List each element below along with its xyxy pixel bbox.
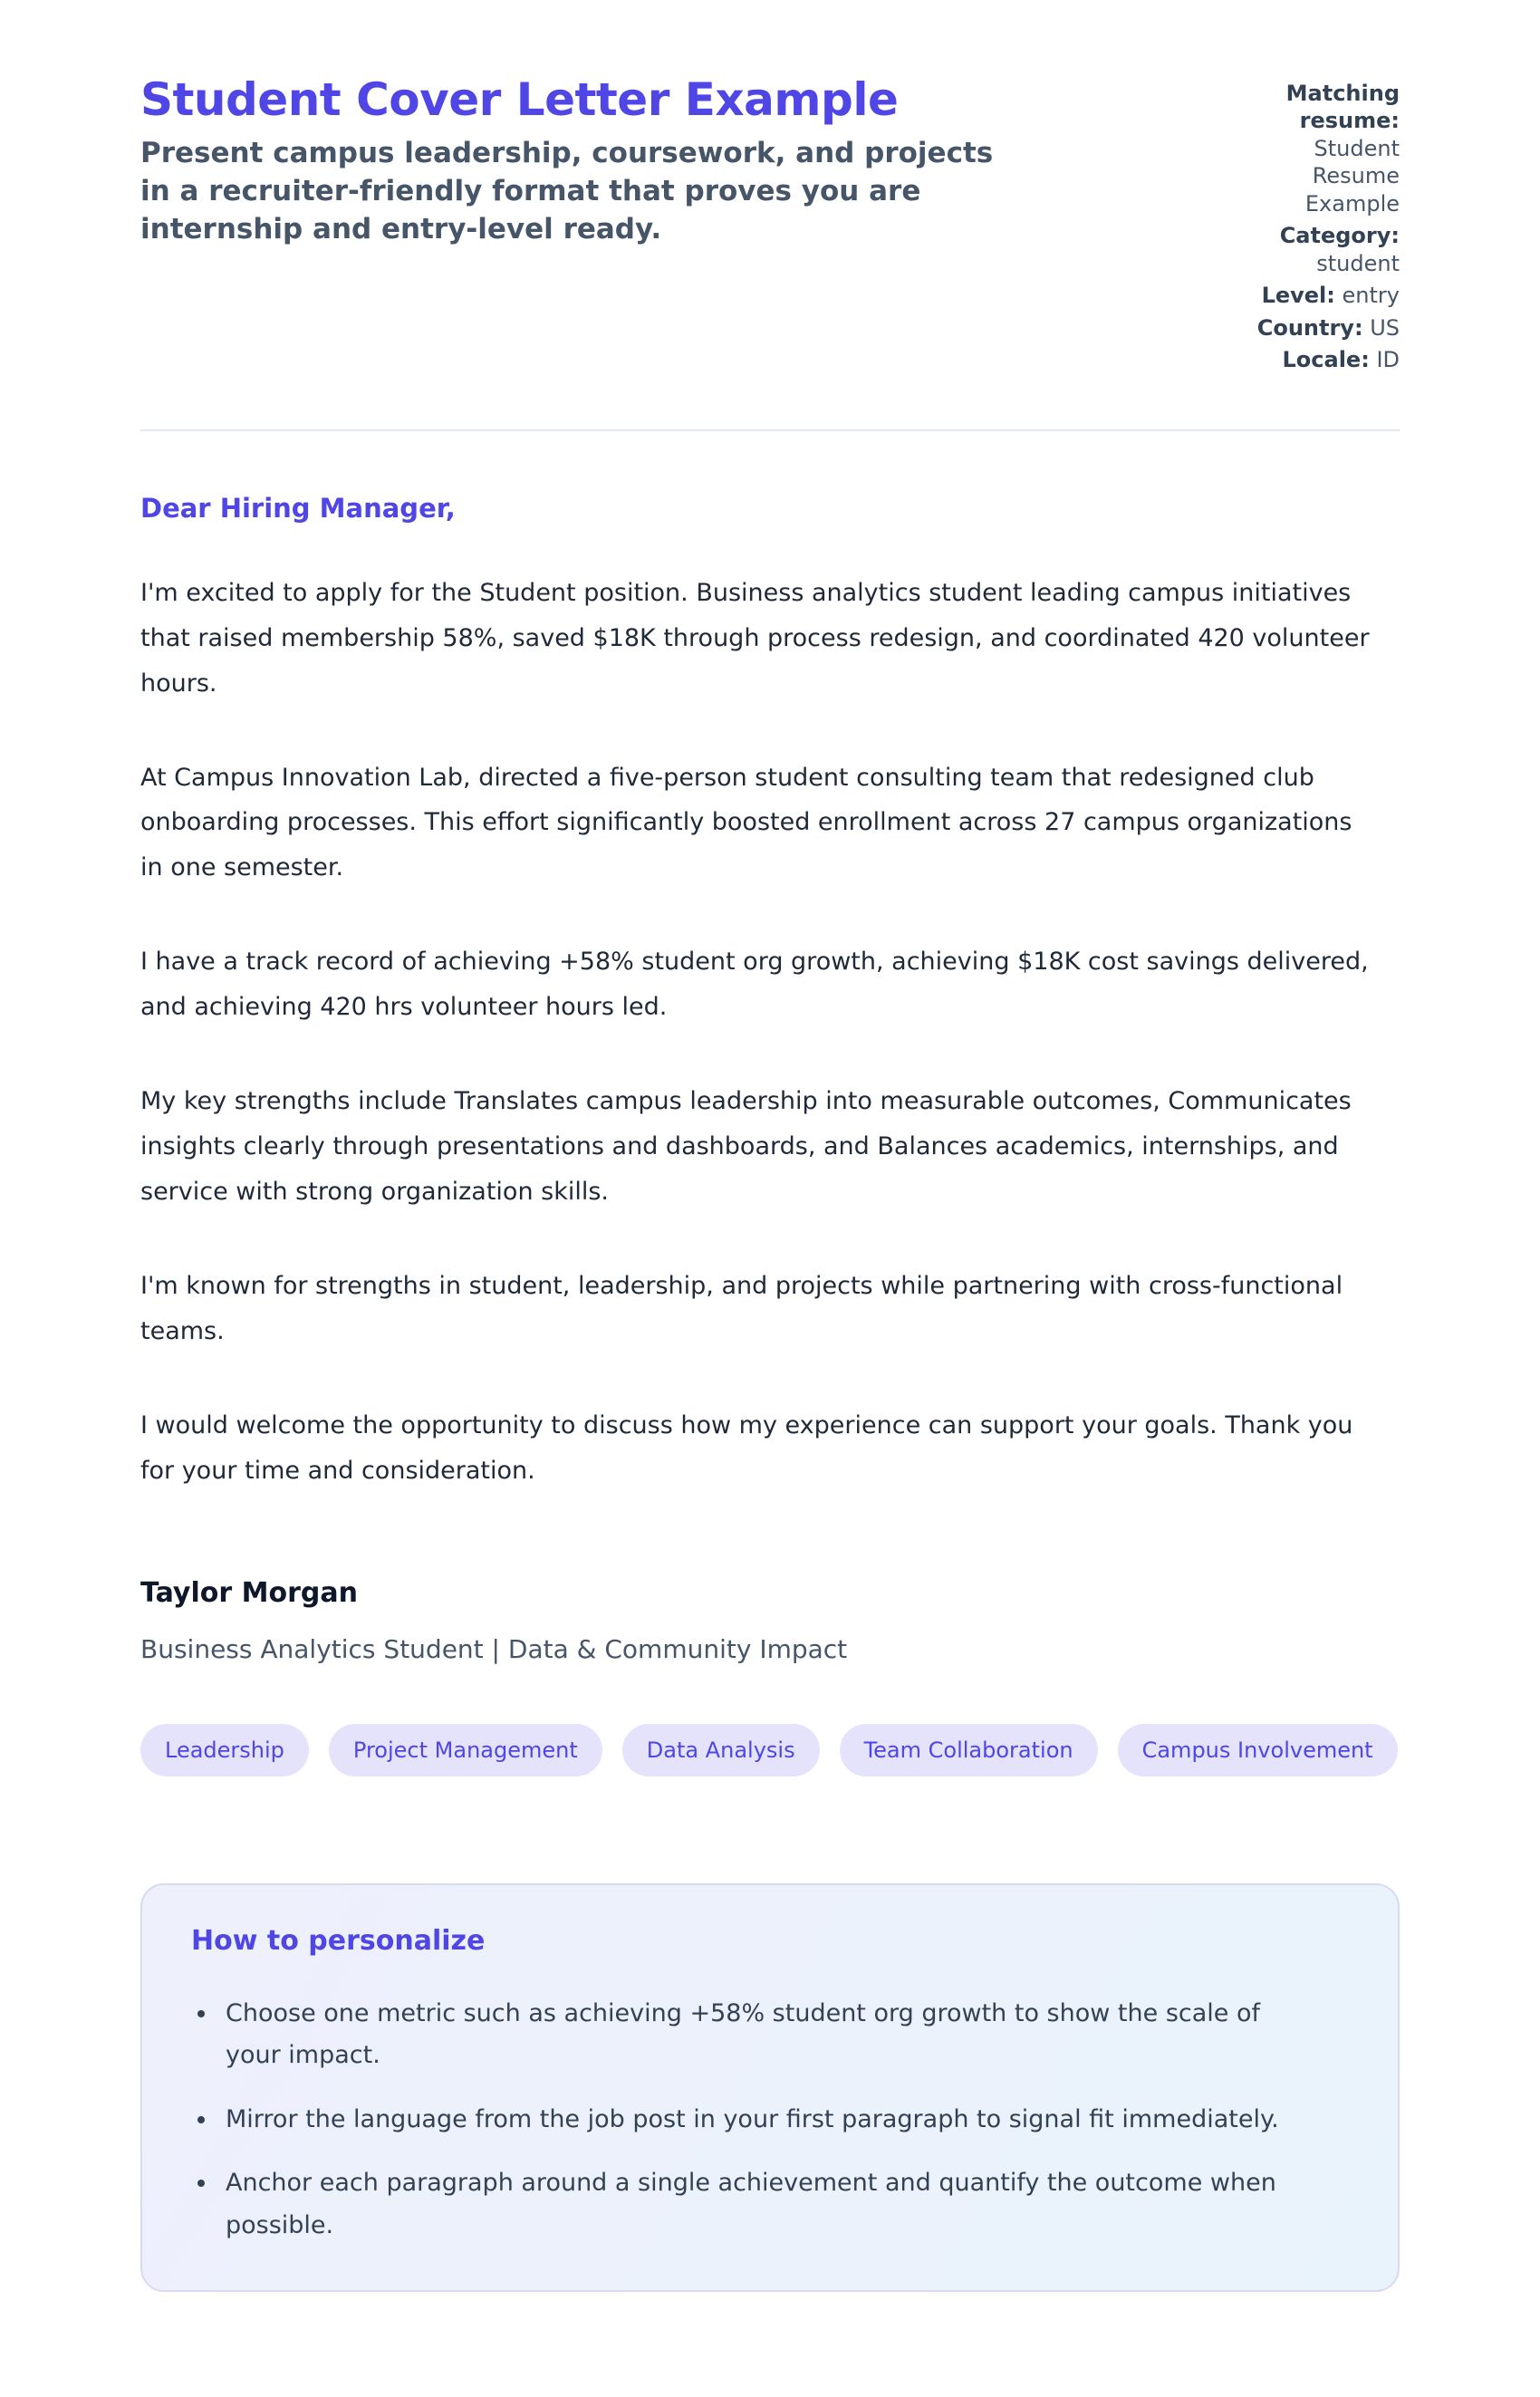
- meta-label: Category:: [1279, 223, 1400, 249]
- letter-paragraph: At Campus Innovation Lab, directed a five-person student consulting team that redesigned club onboarding processes. This effort significantly boosted enrollment across 27 campus organizations in one semester.: [140, 763, 1352, 882]
- signature-role: Business Analytics Student | Data & Community Impact: [140, 1633, 848, 1664]
- tag-leadership[interactable]: Leadership: [140, 1724, 309, 1776]
- meta-level: [1223, 282, 1400, 309]
- meta-label: Locale:: [1282, 347, 1370, 373]
- tip-item: • Anchor each paragraph around a single achievement and quantify the outcome when possible.: [218, 2162, 1305, 2247]
- meta-category: [1223, 222, 1400, 277]
- page-subtitle: Present campus leadership, coursework, and projects in a recruiter-friendly format that proves you are internship and entry-level ready.: [140, 136, 994, 245]
- meta-label: Country:: [1256, 314, 1363, 341]
- meta-label: Matching resume:: [1285, 81, 1400, 134]
- letter-paragraph: My key strengths include Translates campus leadership into measurable outcomes, Communicates insights clearly through presentations and dashboards, and Balances academics, internships, and service with strong organization skills.: [140, 1087, 1352, 1207]
- how-to-personalize-box: [140, 1883, 1400, 2292]
- header-title-block: [140, 74, 1010, 248]
- meta-value: student: [1316, 250, 1400, 276]
- meta-value: ID: [1376, 347, 1400, 373]
- tag-data-analysis[interactable]: Data Analysis: [622, 1724, 820, 1776]
- page-header: [140, 74, 1400, 379]
- meta-value: entry: [1342, 283, 1400, 309]
- tips-title: How to personalize: [191, 1924, 486, 1957]
- tips-list: [188, 1993, 1352, 2247]
- letter-paragraph: I would welcome the opportunity to discuss how my experience can support your goals. Thank you for your time and consideration.: [140, 1410, 1353, 1485]
- letter-paragraph: I'm excited to apply for the Student position. Business analytics student leading campus initiatives that raised membership 58%, saved $18K through process redesign, and coordinated 420 volunteer hours.: [140, 578, 1370, 698]
- meta-matching-resume: [1223, 80, 1400, 217]
- meta-panel: [1223, 74, 1400, 379]
- meta-country: [1223, 314, 1400, 342]
- tag-team-collaboration[interactable]: Team Collaboration: [840, 1724, 1098, 1776]
- tag-project-management[interactable]: Project Management: [329, 1724, 602, 1776]
- cover-letter-page: [140, 0, 1400, 2292]
- letter-paragraph: I'm known for strengths in student, leadership, and projects while partnering with cross-functional teams.: [140, 1272, 1343, 1345]
- meta-label: Level:: [1261, 283, 1335, 309]
- header-divider: [140, 429, 1400, 431]
- letter-body: [140, 493, 1400, 1664]
- skill-tags: [140, 1724, 1400, 1776]
- tip-item: • Choose one metric such as achieving +58% student org growth to show the scale of your impact.: [218, 1993, 1305, 2077]
- signature-name: Taylor Morgan: [140, 1576, 358, 1609]
- page-title: Student Cover Letter Example: [140, 73, 899, 126]
- signature-block: [140, 1577, 1400, 1664]
- letter-paragraph: I have a track record of achieving +58% student org growth, achieving $18K cost savings delivered, and achieving 420 hrs volunteer hours led.: [140, 948, 1369, 1022]
- meta-locale: [1223, 346, 1400, 373]
- tip-item: • Mirror the language from the job post in your first paragraph to signal fit immediately.: [218, 2099, 1305, 2141]
- tag-campus-involvement[interactable]: Campus Involvement: [1118, 1724, 1398, 1776]
- meta-value: Student Resume Example: [1304, 135, 1400, 217]
- meta-value: US: [1370, 314, 1400, 341]
- letter-greeting: Dear Hiring Manager,: [140, 492, 456, 524]
